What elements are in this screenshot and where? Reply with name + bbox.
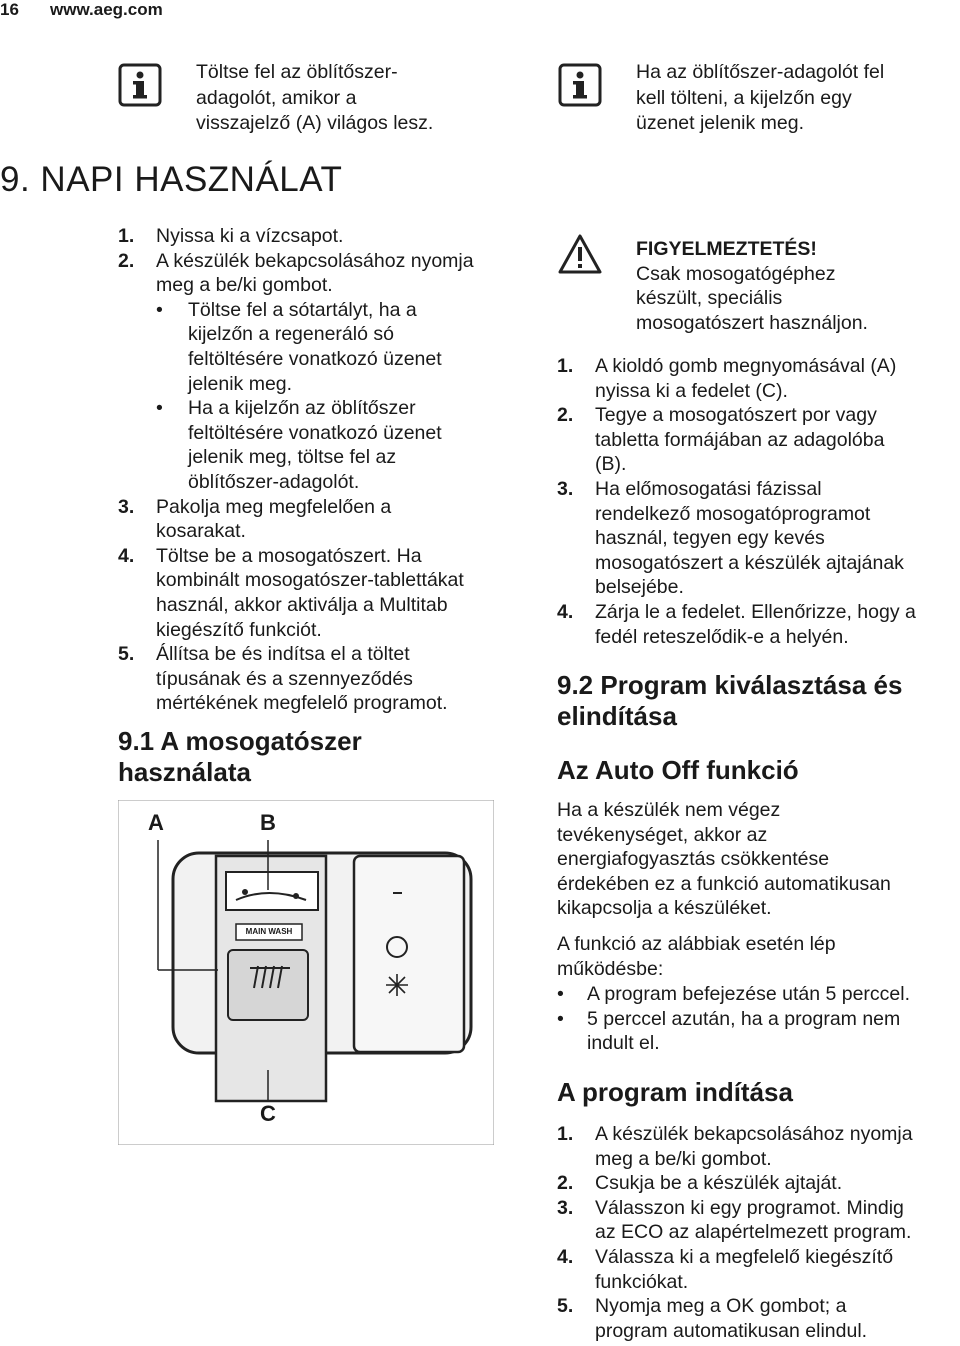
step-text: Töltse be a mosogatószert. Ha [156, 544, 422, 567]
figure-label-b: B [260, 810, 276, 835]
list-item [557, 1007, 957, 1056]
info-right-line: Ha az öblítőszer-adagolót fel [636, 61, 885, 83]
warning-title: FIGYELMEZTETÉS! [636, 238, 817, 260]
step-text: Pakolja meg megfelelően a [156, 495, 392, 518]
list-item [557, 1294, 957, 1343]
auto-off-paragraph [557, 798, 957, 921]
step-text: tabletta formájában az adagolóba [595, 428, 885, 451]
figure-label-a: A [148, 810, 164, 835]
paragraph-line: kikapcsolja a készüléket. [557, 897, 772, 920]
list-item [557, 403, 957, 477]
step-number: 1. [118, 225, 135, 247]
step-number: 5. [118, 643, 135, 666]
list-item [118, 495, 518, 544]
step-text: Válassza ki a megfelelő kiegészítő [595, 1245, 894, 1268]
step-number: 1. [557, 355, 574, 377]
step-number: 2. [118, 249, 135, 272]
info-icon [117, 62, 163, 108]
page-number: 16 [0, 0, 19, 19]
step-text: Zárja le a fedelet. Ellenőrizze, hogy a [595, 600, 916, 623]
list-item [557, 1245, 957, 1294]
auto-off-heading: Az Auto Off funkció [557, 755, 799, 785]
list-item [118, 396, 518, 494]
warning-text: mosogatószert használjon. [636, 311, 868, 334]
step-text: Tegye a mosogatószert por vagy [595, 404, 877, 427]
step-text: használ, akkor aktiválja a Multitab [156, 593, 448, 616]
step-number: 4. [557, 600, 574, 623]
step-number: 3. [557, 477, 574, 500]
step-text: meg a be/ki gombot. [156, 274, 333, 297]
bullet-text: feltöltésére vonatkozó üzenet [188, 421, 442, 444]
dispenser-icon [118, 800, 494, 1145]
bullet-dot: • [156, 397, 163, 420]
info-right-line: üzenet jelenik meg. [636, 112, 805, 134]
step-text: belsejébe. [595, 576, 684, 599]
warning-text: készült, speciális [636, 287, 783, 310]
bullet-text: Ha a kijelzőn az öblítőszer [188, 397, 416, 420]
list-item [118, 544, 518, 642]
bullet-text: feltöltésére vonatkozó üzenet [188, 347, 442, 370]
detergent-steps [557, 354, 957, 649]
step-text: funkciókat. [595, 1270, 689, 1293]
bullet-text: jelenik meg, töltse fel az [188, 446, 397, 469]
dispenser-figure [118, 800, 494, 1145]
start-steps [557, 1122, 957, 1343]
heading-line: elindítása [557, 701, 677, 731]
paragraph-line: A funkció az alábbiak esetén lép [557, 933, 836, 955]
bullet-text: 5 perccel azután, ha a program nem [587, 1007, 901, 1030]
figure-label-c: C [260, 1101, 276, 1126]
step-number: 4. [118, 544, 135, 567]
paragraph-line: energiafogyasztás csökkentése [557, 848, 830, 871]
step-text: nyissa ki a fedelet (C). [595, 379, 788, 402]
step-text: mértékének megfelelő programot. [156, 692, 448, 715]
bullet-dot: • [156, 298, 163, 321]
step-number: 4. [557, 1245, 574, 1268]
heading-line: használata [118, 757, 251, 787]
info-left-line: Töltse fel az öblítőszer- [196, 61, 398, 83]
step-number: 2. [557, 1172, 574, 1195]
list-item [557, 982, 957, 1007]
bullet-text: kijelzőn a regeneráló só [188, 323, 394, 346]
step-text: rendelkező mosogatóprogramot [595, 502, 871, 525]
list-item [557, 477, 957, 600]
bullet-text: A program befejezése után 5 perccel. [587, 983, 911, 1005]
bullet-dot: • [557, 983, 564, 1005]
step-text: meg a be/ki gombot. [595, 1147, 772, 1170]
list-item [557, 1196, 957, 1245]
info-icon [557, 62, 603, 108]
step-number: 3. [118, 495, 135, 518]
heading-line: 9.2 Program kiválasztása és [557, 670, 903, 700]
step-text: kiegészítő funkciót. [156, 618, 322, 641]
step-text: Nyomja meg a OK gombot; a [595, 1295, 847, 1318]
list-item [557, 354, 957, 403]
step-text: A készülék bekapcsolásához nyomja [595, 1123, 913, 1145]
paragraph-line: Ha a készülék nem végez [557, 799, 781, 821]
step-number: 3. [557, 1196, 574, 1219]
step-text: Állítsa be és indítsa el a töltet [156, 643, 410, 666]
paragraph-line: működésbe: [557, 957, 664, 980]
step-text: kosarakat. [156, 520, 246, 543]
program-heading [557, 670, 957, 732]
step-text: mosogatószert a készülék ajtajának [595, 551, 904, 574]
step-text: A kioldó gomb megnyomásával (A) [595, 355, 897, 377]
bullet-text: Töltse fel a sótartályt, ha a [188, 298, 417, 321]
step-text: program automatikusan elindul. [595, 1319, 868, 1342]
header-url: www.aeg.com [50, 0, 163, 19]
start-heading: A program indítása [557, 1077, 793, 1107]
paragraph-line: tevékenységet, akkor az [557, 823, 768, 846]
page-header [0, 0, 960, 26]
step-number: 1. [557, 1123, 574, 1145]
info-left-line: visszajelző (A) világos lesz. [196, 112, 434, 134]
heading-line: 9.1 A mosogatószer [118, 726, 362, 756]
step-text: (B). [595, 453, 627, 476]
bullet-dot: • [557, 1007, 564, 1030]
step-text: típusának és a szennyeződés [156, 667, 413, 690]
step-text: Ha előmosogatási fázissal [595, 477, 822, 500]
info-right-line: kell tölteni, a kijelzőn egy [636, 86, 852, 109]
list-item [118, 298, 518, 396]
auto-off-bullets [557, 982, 957, 1056]
list-item [557, 600, 957, 649]
step-number: 2. [557, 404, 574, 427]
info-left-line: adagolót, amikor a [196, 86, 357, 109]
warning-text: Csak mosogatógéphez [636, 262, 836, 285]
list-item [118, 249, 518, 298]
list-item [118, 224, 518, 249]
daily-use-list [118, 224, 518, 716]
step-text: fedél reteszelődik-e a helyén. [595, 625, 849, 648]
step-number: 5. [557, 1295, 574, 1318]
detergent-heading [118, 726, 518, 788]
step-text: használ, tegyen egy kevés [595, 527, 825, 550]
step-text: A készülék bekapcsolásához nyomja [156, 249, 474, 272]
section-title: 9. NAPI HASZNÁLAT [0, 160, 343, 199]
main-wash-label: MAIN WASH [245, 927, 293, 936]
list-item [557, 1122, 957, 1171]
step-text: kombinált mosogatószer-tablettákat [156, 569, 464, 592]
list-item [557, 1171, 957, 1196]
warning-icon [557, 233, 603, 275]
step-text: Válasszon ki egy programot. Mindig [595, 1196, 904, 1219]
step-text: az ECO az alapértelmezett program. [595, 1221, 912, 1244]
bullet-text: öblítőszer-adagolót. [188, 470, 360, 493]
list-item [118, 642, 518, 716]
bullet-text: jelenik meg. [188, 372, 293, 395]
step-text: Csukja be a készülék ajtaját. [595, 1172, 843, 1195]
step-text: Nyissa ki a vízcsapot. [156, 225, 344, 247]
bullet-text: indult el. [587, 1032, 660, 1055]
auto-off-paragraph-2 [557, 932, 957, 981]
paragraph-line: érdekében ez a funkció automatikusan [557, 872, 891, 895]
